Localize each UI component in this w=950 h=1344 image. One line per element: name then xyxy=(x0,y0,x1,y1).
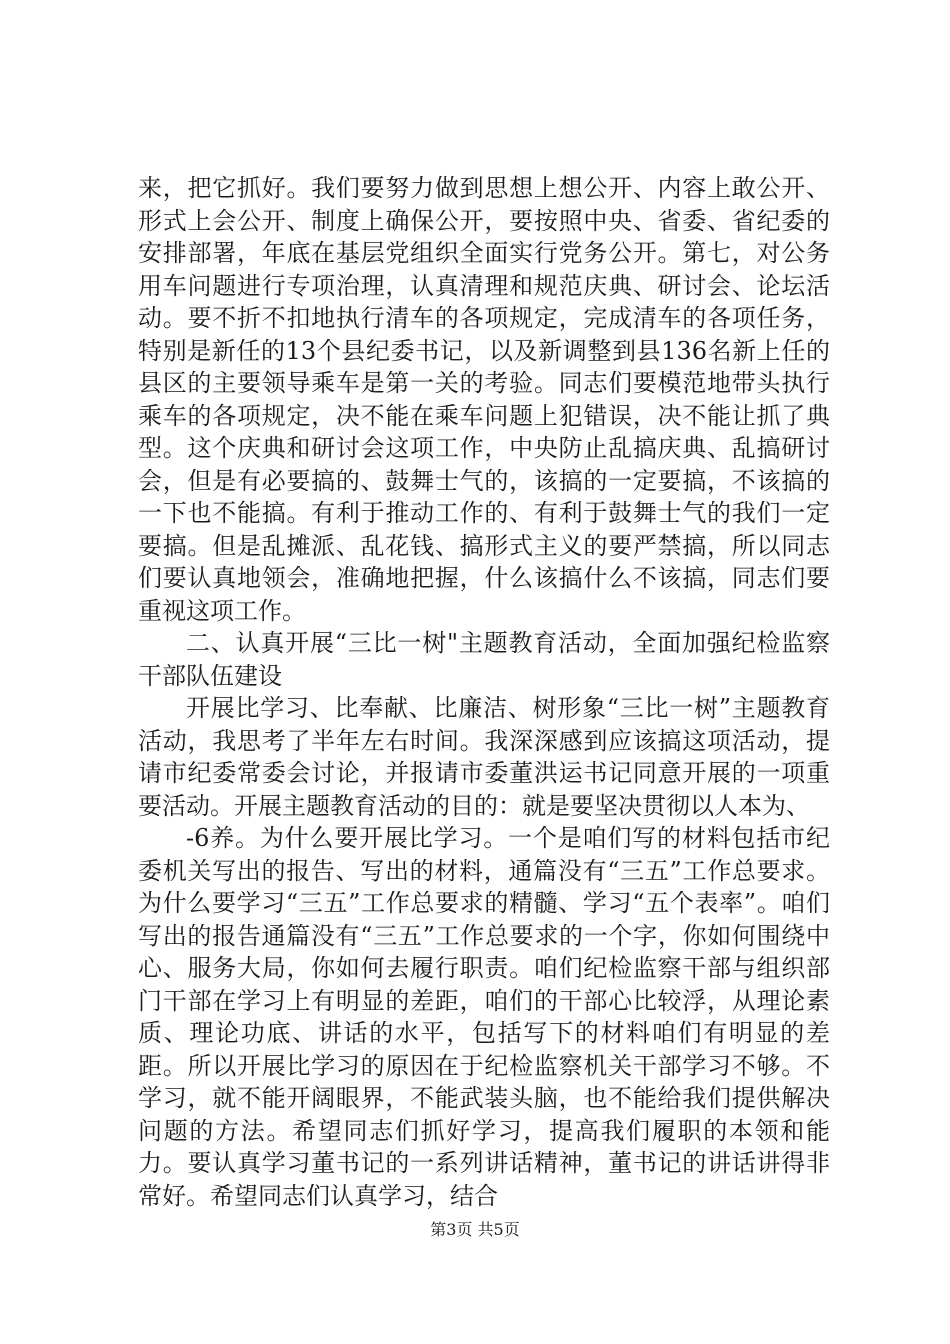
paragraph-3: 开展比学习、比奉献、比廉洁、树形象“三比一树”主题教育活动，我思考了半年左右时间。我深深感到应该搞这项活动，提请市纪委常委会讨论，并报请市委董洪运书记同意开展的一项重要活动。开展主题教育活动的目的：就是要坚决贯彻以人本为、 xyxy=(138,694,830,820)
section-heading-2: 二、认真开展“三比一树"主题教育活动，全面加强纪检监察干部队伍建设 xyxy=(138,629,830,690)
paragraph-1: 来，把它抓好。我们要努力做到思想上想公开、内容上敢公开、形式上会公开、制度上确保公开，要按照中央、省委、省纪委的安排部署，年底在基层党组织全面实行党务公开。第七，对公务用车问题进行专项治理，认真清理和规范庆典、研讨会、论坛活动。要不折不扣地执行清车的各项规定，完成清车的各项任务，特别是新任的13个县纪委书记，以及新调整到县136名新上任的县区的主要领导乘车是第一关的考验。同志们要模范地带头执行乘车的各项规定，决不能在乘车问题上犯错误，决不能让抓了典型。这个庆典和研讨会这项工作，中央防止乱搞庆典、乱搞研讨会，但是有必要搞的、鼓舞士气的，该搞的一定要搞，不该搞的一下也不能搞。有利于推动工作的、有利于鼓舞士气的我们一定要搞。但是乱摊派、乱花钱、搞形式主义的要严禁搞，所以同志们要认真地领会，准确地把握，什么该搞什么不该搞，同志们要重视这项工作。 xyxy=(138,174,830,625)
page-footer: 第3页 共5页 xyxy=(430,1220,520,1239)
paragraph-4: -6养。为什么要开展比学习。一个是咱们写的材料包括市纪委机关写出的报告、写出的材料，通篇没有“三五”工作总要求。为什么要学习“三五”工作总要求的精髓、学习“五个表率”。咱们写出的报告通篇没有“三五”工作总要求的一个字，你如何围绕中心、服务大局，你如何去履行职责。咱们纪检监察干部与组织部门干部在学习上有明显的差距，咱们的干部心比较浮，从理论素质、理论功底、讲话的水平，包括写下的材料咱们有明显的差距。所以开展比学习的原因在于纪检监察机关干部学习不够。不学习，就不能开阔眼界，不能武装头脑，也不能给我们提供解决问题的方法。希望同志们抓好学习，提高我们履职的本领和能力。要认真学习董书记的一系列讲话精神，董书记的讲话讲得非常好。希望同志们认真学习，结合 xyxy=(138,824,830,1210)
document-body xyxy=(138,172,830,1212)
